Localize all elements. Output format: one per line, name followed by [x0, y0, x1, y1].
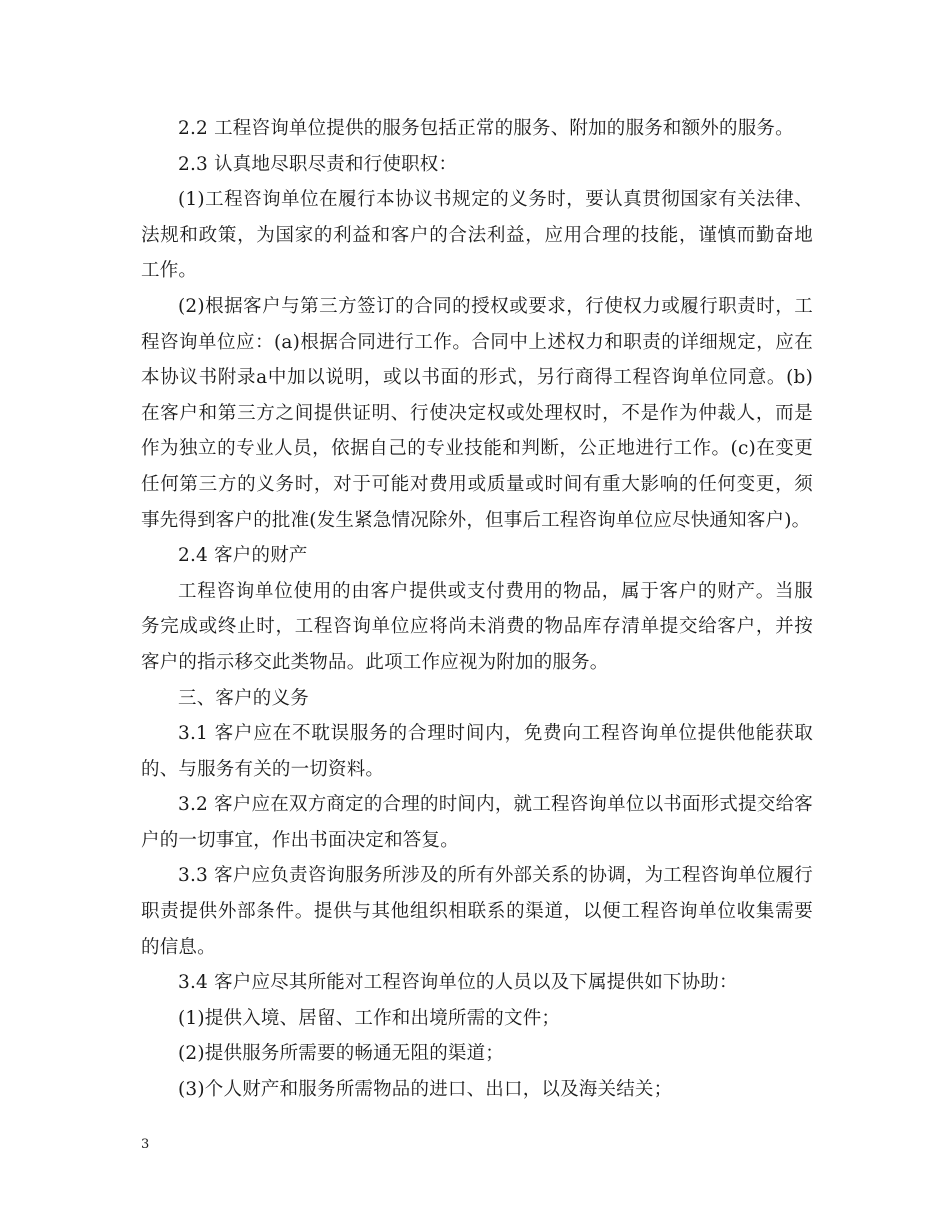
paragraph-2-4-heading: 2.4 客户的财产 — [178, 545, 308, 567]
paragraph-3-3: 3.3 客户应负责咨询服务所涉及的所有外部关系的协调，为工程咨询单位履行职责提供外部条件。提供与其他组织相联系的渠道，以便工程咨询单位收集需要的信息。 — [141, 865, 813, 958]
paragraph-2-3-item-1: (1)工程咨询单位在履行本协议书规定的义务时，要认真贯彻国家有关法律、法规和政策，为国家的利益和客户的合法利益，应用合理的技能，谨慎而勤奋地工作。 — [141, 189, 813, 282]
document-body — [141, 111, 813, 1108]
paragraph-3-4-item-3: (3)个人财产和服务所需物品的进口、出口，以及海关结关； — [178, 1079, 673, 1101]
paragraph-3-4-item-2: (2)提供服务所需要的畅通无阻的渠道； — [178, 1043, 505, 1065]
section-3-heading: 三、客户的义务 — [178, 687, 309, 709]
paragraph-3-1: 3.1 客户应在不耽误服务的合理时间内，免费向工程咨询单位提供他能获取的、与服务有关的一切资料。 — [141, 723, 813, 780]
page-number: 3 — [141, 1137, 150, 1152]
paragraph-2-2: 2.2 工程咨询单位提供的服务包括正常的服务、附加的服务和额外的服务。 — [178, 118, 794, 139]
paragraph-2-4-body: 工程咨询单位使用的由客户提供或支付费用的物品，属于客户的财产。当服务完成或终止时，工程咨询单位应将尚未消费的物品库存清单提交给客户，并按客户的指示移交此类物品。此项工作应视为附加的服务。 — [141, 580, 813, 673]
paragraph-3-4: 3.4 客户应尽其所能对工程咨询单位的人员以及下属提供如下协助： — [178, 972, 738, 994]
paragraph-3-2: 3.2 客户应在双方商定的合理的时间内，就工程咨询单位以书面形式提交给客户的一切事宜，作出书面决定和答复。 — [141, 794, 813, 851]
paragraph-3-4-item-1: (1)提供入境、居留、工作和出境所需的文件； — [178, 1007, 561, 1029]
paragraph-2-3-item-2: (2)根据客户与第三方签订的合同的授权或要求，行使权力或履行职责时，工程咨询单位应：(a)根据合同进行工作。合同中上述权力和职责的详细规定，应在本协议书附录a中加以说明，或以书面的形式，另行商得工程咨询单位同意。(b)在客户和第三方之间提供证明、行使决定权或处理权时，不是作为仲裁人，而是作为独立的专业人员，依据自己的专业技能和判断，公正地进行工作。(c)在变更任何第三方的义务时，对于可能对费用或质量或时间有重大影响的任何变更，须事先得到客户的批准(发生紧急情况除外，但事后工程咨询单位应尽快通知客户)。 — [141, 295, 813, 531]
paragraph-2-3: 2.3 认真地尽职尽责和行使职权： — [178, 153, 458, 175]
